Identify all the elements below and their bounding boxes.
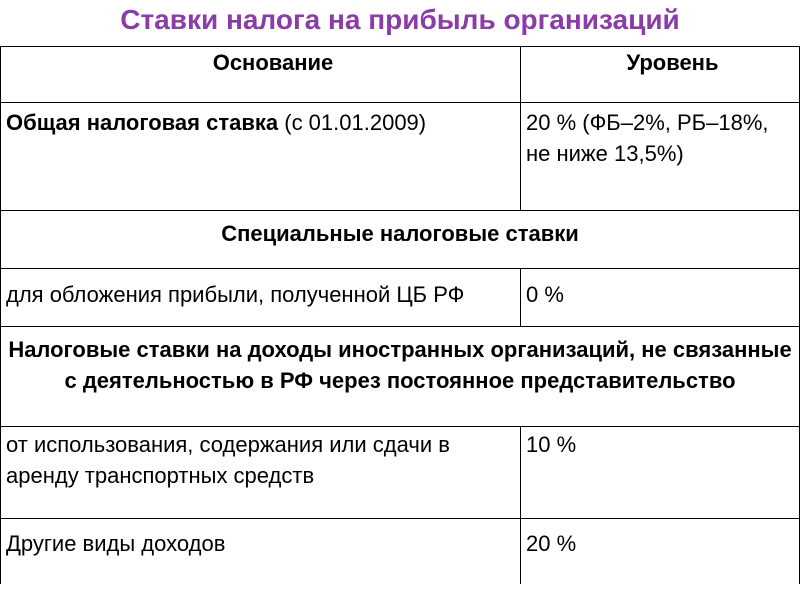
general-rate-label-date: (с 01.01.2009) (278, 110, 427, 135)
other-row-value: 20 % (521, 519, 800, 584)
column-header-basis: Основание (1, 47, 521, 103)
foreign-rates-section-title: Налоговые ставки на доходы иностранных организаций, не связанные с деятельностью в РФ через постоянное представительство (1, 327, 800, 427)
column-header-level: Уровень (521, 47, 800, 103)
section-row (1, 211, 800, 269)
general-rate-value: 20 % (ФБ–2%, РБ–18%, не ниже 13,5%) (521, 103, 800, 211)
cb-row-label: для обложения прибыли, полученной ЦБ РФ (1, 269, 521, 327)
other-row-label: Другие виды доходов (1, 519, 521, 584)
table-row (1, 519, 800, 584)
section-row (1, 327, 800, 427)
special-rates-section-title: Специальные налоговые ставки (1, 211, 800, 269)
general-rate-label-bold: Общая налоговая ставка (6, 110, 279, 135)
table-header-row (1, 47, 800, 103)
transport-row-value: 10 % (521, 427, 800, 519)
table-row (1, 269, 800, 327)
cb-row-value: 0 % (521, 269, 800, 327)
table-row (1, 427, 800, 519)
table-row (1, 103, 800, 211)
transport-row-label: от использования, содержания или сдачи в аренду транспортных средств (1, 427, 521, 519)
general-rate-label (1, 103, 521, 211)
page-title: Ставки налога на прибыль организаций (120, 4, 680, 35)
tax-rates-table (0, 46, 800, 584)
